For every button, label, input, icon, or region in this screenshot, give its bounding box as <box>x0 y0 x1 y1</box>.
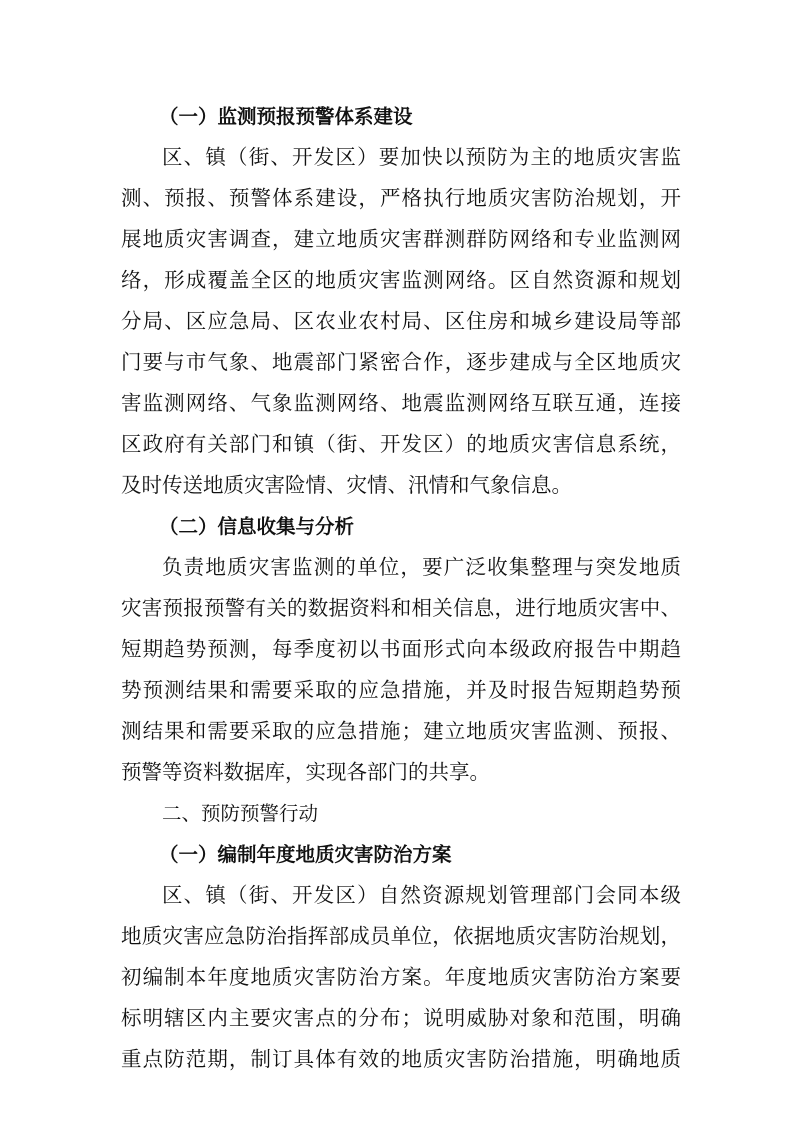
paragraph-line: 门要与市气象、地震部门紧密合作，逐步建成与全区地质灾 <box>121 350 681 374</box>
paragraph-line: 标明辖区内主要灾害点的分布；说明威胁对象和范围，明确 <box>121 1006 681 1030</box>
paragraph-line: 灾害预报预警有关的数据资料和相关信息，进行地质灾害中、 <box>121 596 681 620</box>
paragraph-last-line: 预警等资料数据库，实现各部门的共享。 <box>121 760 490 784</box>
paragraph-line: 测结果和需要采取的应急措施；建立地质灾害监测、预报、 <box>121 719 681 743</box>
paragraph-first-line: 区、镇（街、开发区）自然资源规划管理部门会同本级 <box>162 883 681 907</box>
paragraph-line: 地质灾害应急防治指挥部成员单位，依据地质灾害防治规划， <box>121 924 681 948</box>
paragraph-line: 势预测结果和需要采取的应急措施，并及时报告短期趋势预 <box>121 678 681 702</box>
paragraph-line: 短期趋势预测，每季度初以书面形式向本级政府报告中期趋 <box>121 637 681 661</box>
paragraph-line: 分局、区应急局、区农业农村局、区住房和城乡建设局等部 <box>121 309 681 333</box>
paragraph-line: 络，形成覆盖全区的地质灾害监测网络。区自然资源和规划 <box>121 268 681 292</box>
subsection-heading: （一）监测预报预警体系建设 <box>159 105 413 128</box>
paragraph-line: 害监测网络、气象监测网络、地震监测网络互联互通，连接 <box>121 391 681 415</box>
section-heading: 二、预防预警行动 <box>162 802 319 825</box>
paragraph-line: 测、预报、预警体系建设，严格执行地质灾害防治规划，开 <box>121 186 681 210</box>
paragraph-line: 区政府有关部门和镇（街、开发区）的地质灾害信息系统， <box>121 432 681 456</box>
paragraph-last-line: 及时传送地质灾害险情、灾情、汛情和气象信息。 <box>121 473 572 497</box>
subsection-heading: （二）信息收集与分析 <box>159 515 355 538</box>
subsection-heading: （一）编制年度地质灾害防治方案 <box>159 843 452 866</box>
document-body <box>121 96 681 1080</box>
paragraph-first-line: 区、镇（街、开发区）要加快以预防为主的地质灾害监 <box>162 145 681 169</box>
paragraph-first-line: 负责地质灾害监测的单位，要广泛收集整理与突发地质 <box>162 555 681 579</box>
paragraph-line: 重点防范期，制订具体有效的地质灾害防治措施，明确地质 <box>121 1047 681 1071</box>
paragraph-line: 展地质灾害调查，建立地质灾害群测群防网络和专业监测网 <box>121 227 681 251</box>
paragraph-line: 初编制本年度地质灾害防治方案。年度地质灾害防治方案要 <box>121 965 681 989</box>
